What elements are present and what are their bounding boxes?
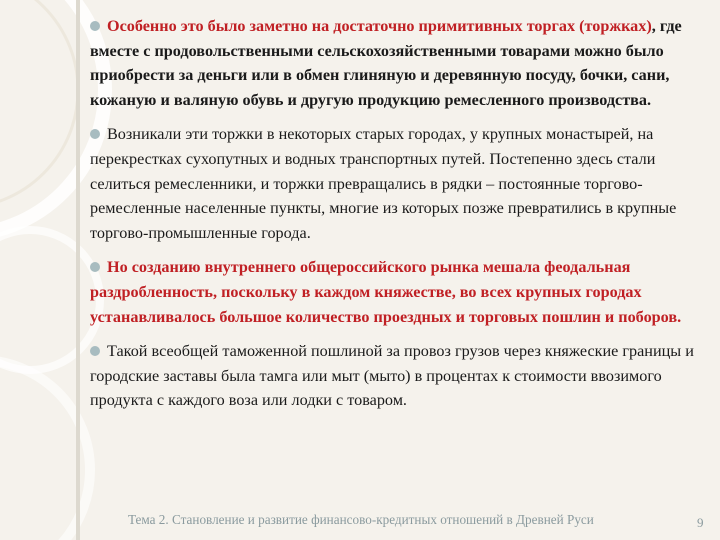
paragraph-4-text: Такой всеобщей таможенной пошлиной за провоз грузов через княжеские границы и городские заставы была тамга или мыт (мыто) в процентах к стоимости ввозимого продукта с каждого воза или лодки с товаром. (90, 342, 694, 410)
paragraph-2 (90, 122, 702, 245)
paragraph-1 (90, 14, 702, 112)
bullet-icon (90, 129, 100, 139)
paragraph-1-rest: , где вместе с продовольственными сельскохозяйственными товарами можно было приобрести за деньги или в обмен глиняную и деревянную посуду, бочки, сани, кожаную и валяную обувь и другую продукцию ремесленного производства. (90, 17, 682, 109)
deco-ring-inner (0, 0, 78, 208)
paragraph-3 (90, 255, 702, 329)
vertical-rail (76, 0, 80, 540)
bullet-icon (90, 346, 100, 356)
content-area (90, 14, 702, 423)
bullet-icon (90, 21, 100, 31)
bullet-icon (90, 262, 100, 272)
slide-footer: Тема 2. Становление и развитие финансово-кредитных отношений в Древней Руси (128, 512, 594, 527)
paragraph-2-text: Возникали эти торжки в некоторых старых городах, у крупных монастырей, на перекрестках сухопутных и водных транспортных путей. Постепенно здесь стали селиться ремесленники, и торжки превращались в рядки – постоянные торгово-ремесленные населенные пункты, многие из которых позже превратились в крупные торгово-промышленные города. (90, 125, 677, 242)
deco-ring-small (0, 230, 100, 370)
paragraph-4 (90, 339, 702, 413)
paragraph-3-text: Но созданию внутреннего общероссийского рынка мешала феодальная раздробленность, поскольку в каждом княжестве, во всех крупных городах устанавливалось большое количество проездных и торговых пошлин и поборов. (90, 258, 682, 326)
paragraph-1-lead: Особенно это было заметно на достаточно примитивных торгах (торжках) (107, 17, 652, 35)
page-number: 9 (697, 515, 704, 530)
